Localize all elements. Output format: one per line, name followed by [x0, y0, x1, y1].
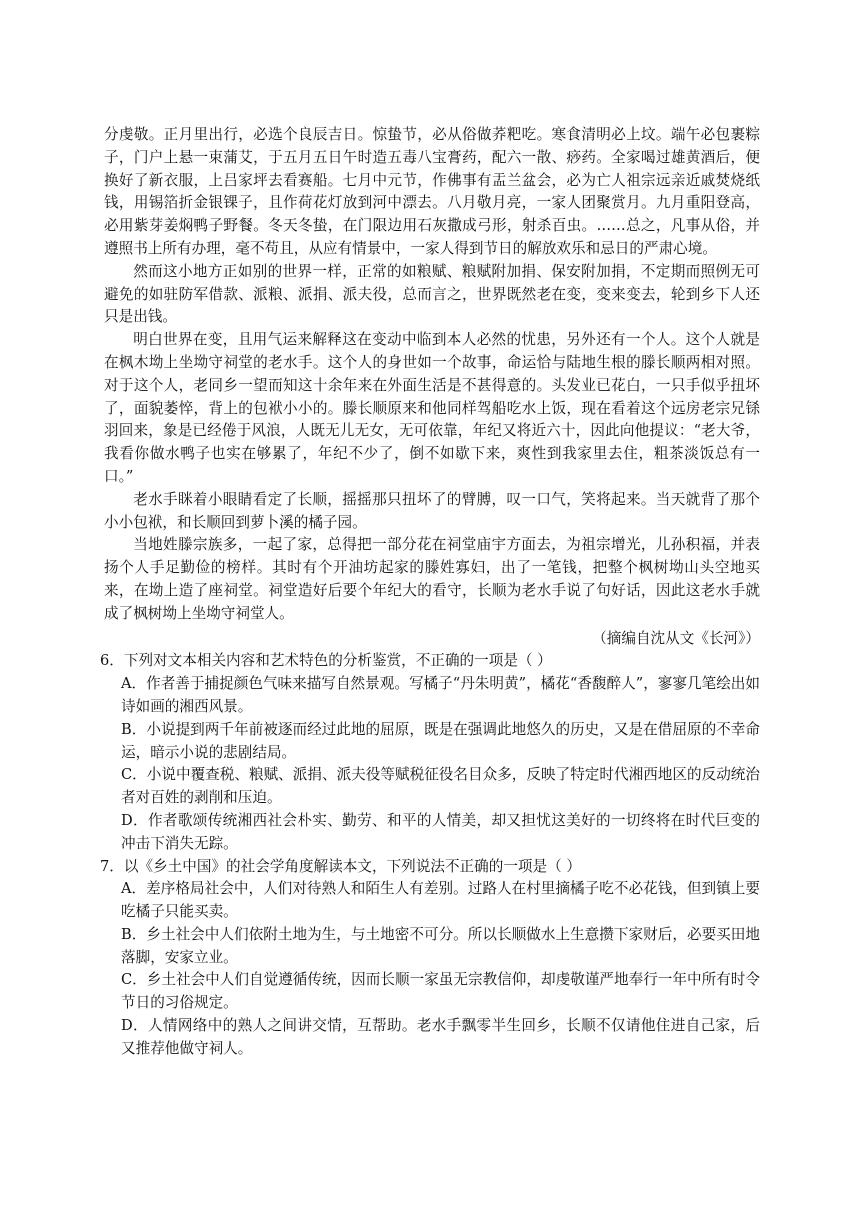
- passage-paragraph-2: 然而这小地方正如别的世界一样，正常的如粮赋、粮赋附加捐、保安附加捐，不定期而照例无可避免的如驻防军借款、派粮、派捐、派夫役，总而言之，世界既然老在变，变来变去，轮到乡下人还只是出钱。: [104, 262, 760, 326]
- option-b: B．乡土社会中人们依附土地为生，与土地密不可分。所以长顺做水上生意攒下家财后，必要买田地落脚，安家立业。: [121, 925, 760, 966]
- passage-paragraph-5: 当地姓滕宗族多，一起了家，总得把一部分花在祠堂庙宇方面去，为祖宗增光，儿孙积福，并表扬个人手足勤俭的榜样。其时有个开油坊起家的滕姓寡妇，出了一笔钱，把整个枫树坳山头空地买来，在坳上造了座祠堂。祠堂造好后要个年纪大的看守，长顺为老水手说了句好话，因此这老水手就成了枫树坳上坐坳守祠堂人。: [104, 536, 760, 622]
- document-page: [100, 124, 760, 1061]
- option-d: D．作者歌颂传统湘西社会朴实、勤劳、和平的人情美，却又担忧这美好的一切终将在时代巨变的冲击下消失无踪。: [121, 811, 760, 852]
- passage-paragraph-1: 分虔敬。正月里出行，必选个良辰吉日。惊蛰节，必从俗做荞粑吃。寒食清明必上坟。端午必包裹粽子，门户上悬一束蒲艾，于五月五日午时造五毒八宝膏药，配六一散、痧药。全家喝过雄黄酒后，便换好了新衣服，上吕家坪去看赛船。七月中元节，作佛事有盂兰盆会，必为亡人祖宗远亲近戚焚烧纸钱，用锡箔折金银锞子，且作荷花灯放到河中漂去。八月敬月亮，一家人团聚赏月。九月重阳登高，必用紫芽姜焖鸭子野餐。冬天冬蛰，在门限边用石灰撒成弓形，射杀百虫。……总之，凡事从俗，并遵照书上所有办理，毫不苟且，从应有情景中，一家人得到节日的解放欢乐和忌日的严肃心境。: [104, 126, 760, 257]
- option-c: C．乡土社会中人们自觉遵循传统，因而长顺一家虽无宗教信仰，却虔敬谨严地奉行一年中所有时令节日的习俗规定。: [121, 971, 760, 1012]
- question-stem: 7．以《乡土中国》的社会学角度解读本文，下列说法不正确的一项是（ ）: [100, 857, 581, 875]
- question-7: [100, 856, 760, 1061]
- source-citation: （摘编自沈从文《长河》）: [592, 629, 760, 647]
- passage-paragraph-4: 老水手眯着小眼睛看定了长顺，摇摇那只扭坏了的臂膊，叹一口气，笑将起来。当天就背了那个小小包袱，和长顺回到萝卜溪的橘子园。: [104, 490, 760, 531]
- option-d: D．人情网络中的熟人之间讲交情，互帮助。老水手飘零半生回乡，长顺不仅请他住进自己家，后又推荐他做守祠人。: [121, 1017, 760, 1057]
- passage-paragraph-3: 明白世界在变，且用气运来解释这在变动中临到本人必然的忧患，另外还有一个人。这个人就是在枫木坳上坐坳守祠堂的老水手。这个人的身世如一个故事，命运恰与陆地生根的滕长顺两相对照。对于这个人，老同乡一望而知这十余年来在外面生活是不甚得意的。头发业已花白，一只手似乎扭坏了，面貌萎悴，背上的包袱小小的。滕长顺原来和他同样驾船吃水上饭，现在看着这个远房老宗兄铩羽回来，象是已经倦于风浪，人既无儿无女，无可依靠，年纪又将近六十，因此向他提议：“老大爷，我看你做水鸭子也实在够累了，年纪不少了，倒不如歇下来，爽性到我家里去住，粗茶淡饭总有一口。”: [104, 331, 760, 485]
- option-b: B．小说提到两千年前被逐而经过此地的屈原，既是在强调此地悠久的历史，又是在借屈原的不幸命运，暗示小说的悲剧结局。: [121, 720, 760, 761]
- question-stem: 6．下列对文本相关内容和艺术特色的分析鉴赏，不正确的一项是（ ）: [100, 652, 552, 670]
- option-c: C．小说中覆查税、粮赋、派捐、派夫役等赋税征役名目众多，反映了特定时代湘西地区的反动统治者对百姓的剥削和压迫。: [121, 766, 760, 807]
- option-a: A．差序格局社会中，人们对待熟人和陌生人有差别。过路人在村里摘橘子吃不必花钱，但到镇上要吃橘子只能买卖。: [121, 880, 760, 921]
- option-a: A．作者善于捕捉颜色气味来描写自然景观。写橘子“丹朱明黄”，橘花“香馥醉人”，寥寥几笔绘出如诗如画的湘西风景。: [121, 675, 760, 715]
- question-6: [100, 650, 760, 855]
